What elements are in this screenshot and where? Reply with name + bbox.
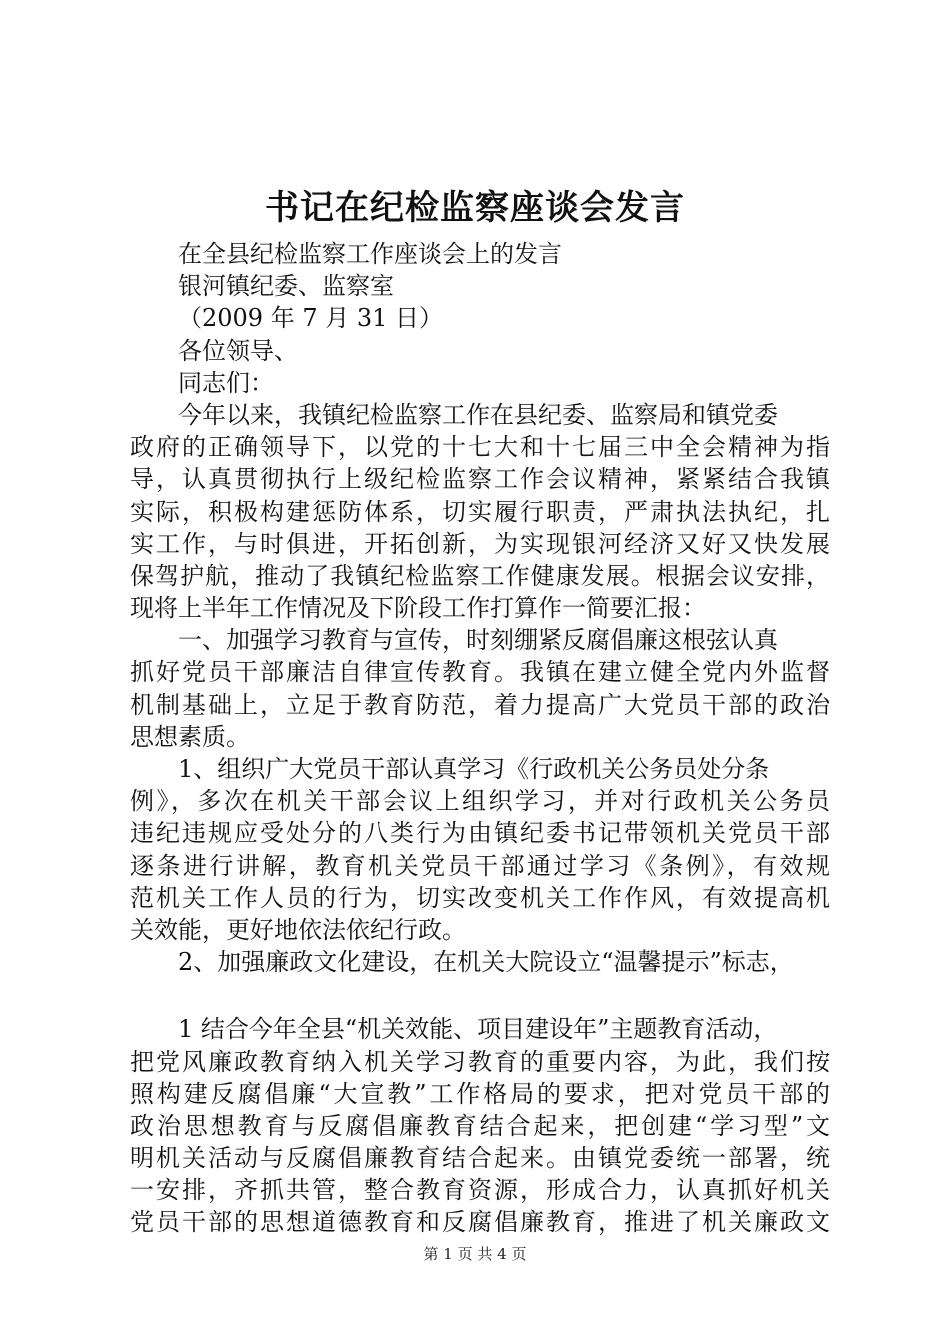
- paragraph-line: 今年以来，我镇纪检监察工作在县纪委、监察局和镇党委: [178, 400, 778, 429]
- document-title: 书记在纪检监察座谈会发言: [265, 188, 685, 228]
- paragraph-line: 实工作，与时俱进，开拓创新，为实现银河经济又好又快发展: [130, 529, 830, 558]
- document-body: [130, 238, 830, 1239]
- section-gap: [130, 978, 830, 1013]
- paragraph-line: 导，认真贯彻执行上级纪检监察工作会议精神，紧紧结合我镇: [130, 465, 830, 494]
- paragraph-line: 照构建反腐倡廉“大宣教”工作格局的要求，把对党员干部的: [130, 1079, 830, 1108]
- paragraph-line: 1 结合今年全县“机关效能、项目建设年”主题教育活动，: [178, 1015, 778, 1044]
- paragraph-line: 实际，积极构建惩防体系，切实履行职责，严肃执法执纪，扎: [130, 497, 830, 526]
- paragraph-line: 明机关活动与反腐倡廉教育结合起来。由镇党委统一部署，统: [130, 1144, 830, 1173]
- paragraph-line: 把党风廉政教育纳入机关学习教育的重要内容，为此，我们按: [130, 1047, 830, 1076]
- paragraph-line: 1、组织广大党员干部认真学习《行政机关公务员处分条: [178, 755, 770, 783]
- header-line: 银河镇纪委、监察室: [178, 272, 394, 301]
- paragraph-line: 逐条进行讲解，教育机关党员干部通过学习《条例》，有效规: [130, 851, 830, 880]
- header-line: 在全县纪检监察工作座谈会上的发言: [178, 240, 562, 268]
- page-footer: 第 1 页 共 4 页: [423, 1245, 527, 1263]
- paragraph-line: 政治思想教育与反腐倡廉教育结合起来，把创建“学习型”文: [130, 1111, 830, 1140]
- paragraph-line: 一、加强学习教育与宣传，时刻绷紧反腐倡廉这根弦认真: [178, 626, 778, 655]
- paragraph-line: 政府的正确领导下，以党的十七大和十七届三中全会精神为指: [130, 433, 830, 462]
- paragraph-line: 例》，多次在机关干部会议上组织学习，并对行政机关公务员: [130, 787, 830, 816]
- paragraph-line: 2、加强廉政文化建设，在机关大院设立“温馨提示”标志，: [178, 948, 794, 977]
- header-line: 同志们：: [178, 368, 274, 397]
- paragraph-line: 党员干部的思想道德教育和反腐倡廉教育，推进了机关廉政文: [130, 1208, 830, 1237]
- header-line: 各位领导、: [178, 336, 298, 365]
- paragraph-line: 现将上半年工作情况及下阶段工作打算作一简要汇报：: [130, 594, 706, 623]
- header-line: （2009 年 7 月 31 日）: [178, 304, 444, 333]
- paragraph-line: 一安排，齐抓共管，整合教育资源，形成合力，认真抓好机关: [130, 1176, 830, 1205]
- paragraph-line: 违纪违规应受处分的八类行为由镇纪委书记带领机关党员干部: [130, 819, 830, 848]
- paragraph-line: 保驾护航，推动了我镇纪检监察工作健康发展。根据会议安排，: [130, 561, 830, 590]
- paragraph-line: 关效能，更好地依法依纪行政。: [130, 915, 466, 944]
- paragraph-line: 思想素质。: [130, 722, 250, 751]
- paragraph-line: 抓好党员干部廉洁自律宣传教育。我镇在建立健全党内外监督: [130, 658, 830, 687]
- paragraph-line: 机制基础上，立足于教育防范，着力提高广大党员干部的政治: [130, 690, 830, 719]
- paragraph-line: 范机关工作人员的行为，切实改变机关工作作风，有效提高机: [130, 883, 830, 912]
